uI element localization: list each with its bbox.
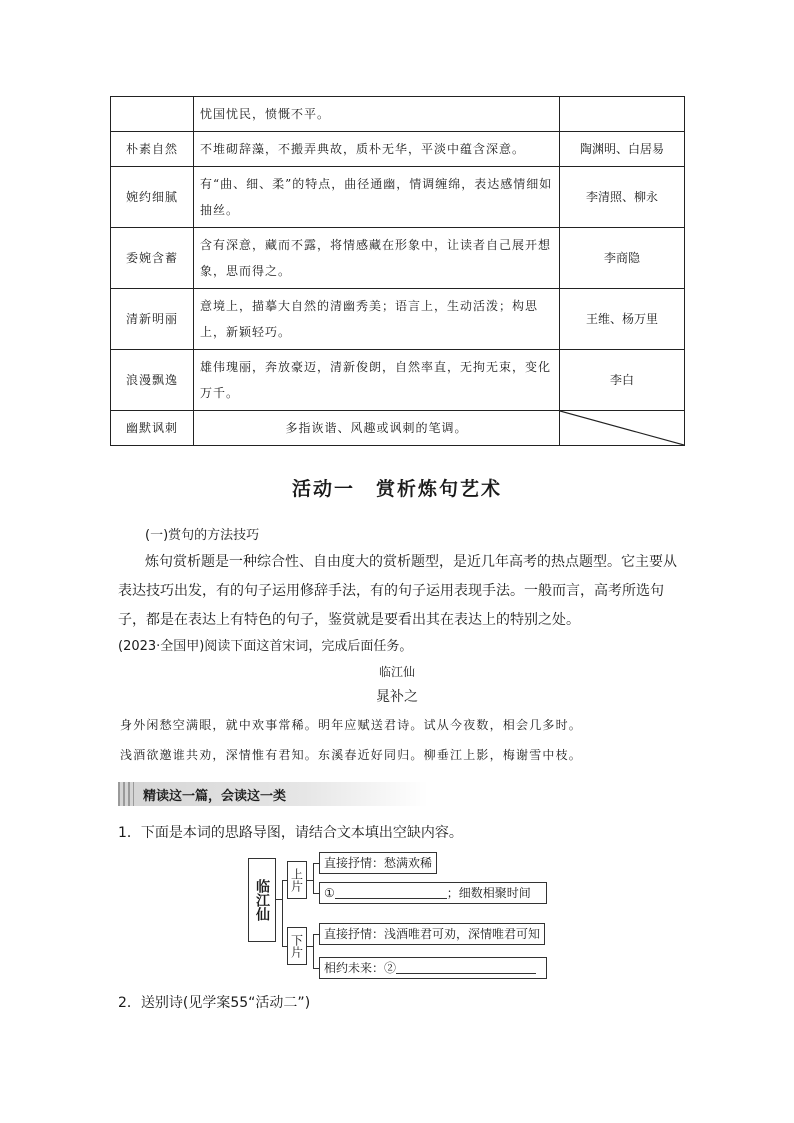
blank-2-field[interactable] (396, 959, 536, 974)
upper-leaf-2-suffix: ；细数相聚时间 (446, 886, 531, 900)
sub-heading: (一)赏句的方法技巧 (145, 528, 260, 543)
poets-cell: 王维、杨万里 (560, 289, 685, 350)
poem-author: 晁补之 (376, 689, 418, 705)
table-row (111, 167, 685, 228)
poets-cell: 李清照、柳永 (560, 167, 685, 228)
style-desc-cell: 有“曲、细、柔”的特点，曲径通幽，情调缠绵，表达感情细如抽丝。 (194, 167, 560, 228)
style-desc-cell: 多指诙谐、风趣或讽刺的笔调。 (194, 411, 560, 446)
poets-cell: 陶渊明、白居易 (560, 132, 685, 167)
table-row (111, 132, 685, 167)
blank-1-field[interactable] (335, 884, 447, 899)
style-name-cell: 幽默讽刺 (111, 411, 194, 446)
style-desc-cell: 意境上，描摹大自然的清幽秀美；语言上，生动活泼；构思上，新颖轻巧。 (194, 289, 560, 350)
lower-leaf-1: 直接抒情：浅酒唯君可劝，深情唯君可知 (319, 923, 545, 945)
blank-1-label: ① (324, 886, 335, 900)
poem-title: 临江仙 (378, 665, 415, 679)
source-line: (2023·全国甲)阅读下面这首宋词，完成后面任务。 (118, 639, 413, 654)
section-title: 活动一 赏析炼句艺术 (291, 478, 502, 500)
banner-stripes (118, 782, 134, 806)
poetry-style-table (110, 96, 685, 446)
table-row (111, 350, 685, 411)
blank-2-label: 相约未来：② (324, 961, 397, 975)
style-name-cell: 浪漫飘逸 (111, 350, 194, 411)
style-desc-cell: 忧国忧民，愤慨不平。 (194, 97, 560, 132)
style-name-cell: 委婉含蓄 (111, 228, 194, 289)
table-row (111, 97, 685, 132)
connector-line (313, 934, 314, 968)
section-banner (118, 782, 428, 806)
style-name-cell (111, 97, 194, 132)
poets-cell: 李商隐 (560, 228, 685, 289)
table-row (111, 289, 685, 350)
table-row (111, 411, 685, 446)
connector-line (313, 863, 314, 893)
style-desc-cell: 不堆砌辞藻，不搬弄典故，质朴无华，平淡中蕴含深意。 (194, 132, 560, 167)
style-desc-cell: 含有深意，藏而不露，将情感藏在形象中，让读者自己展开想象，思而得之。 (194, 228, 560, 289)
style-name-cell: 朴素自然 (111, 132, 194, 167)
question-2: 2．送别诗(见学案55“活动二”) (118, 995, 311, 1011)
lower-leaf-2 (319, 957, 547, 979)
question-1: 1．下面是本词的思路导图，请结合文本填出空缺内容。 (118, 825, 463, 841)
mindmap-root: 临江仙 (248, 858, 276, 942)
poem-line: 身外闲愁空满眼，就中欢事常稀。明年应赋送君诗。试从今夜数，相会几多时。 (120, 718, 583, 732)
style-desc-cell: 雄伟瑰丽，奔放豪迈，清新俊朗，自然率直，无拘无束，变化万千。 (194, 350, 560, 411)
poem-line: 浅酒欲邀谁共劝，深情惟有君知。东溪春近好同归。柳垂江上影，梅谢雪中枝。 (120, 748, 583, 762)
empty-diagonal-cell (560, 411, 685, 446)
diagonal-line-icon (560, 411, 684, 445)
poets-cell (560, 97, 685, 132)
table-row (111, 228, 685, 289)
connector-line (282, 880, 283, 946)
upper-branch: 上片 (287, 861, 307, 899)
body-paragraph: 炼句赏析题是一种综合性、自由度大的赏析题型，是近几年高考的热点题型。它主要从表达技巧出发，有的句子运用修辞手法，有的句子运用表现手法。一般而言，高考所选句子，都是在表达上有特色的句子，鉴赏就是要看出其在表达上的特别之处。 (118, 554, 677, 628)
upper-leaf-2 (319, 882, 547, 904)
style-name-cell: 婉约细腻 (111, 167, 194, 228)
lower-branch: 下片 (287, 927, 307, 965)
banner-text: 精读这一篇，会读这一类 (143, 789, 287, 804)
style-name-cell: 清新明丽 (111, 289, 194, 350)
upper-leaf-1: 直接抒情：愁满欢稀 (319, 852, 437, 874)
poets-cell: 李白 (560, 350, 685, 411)
